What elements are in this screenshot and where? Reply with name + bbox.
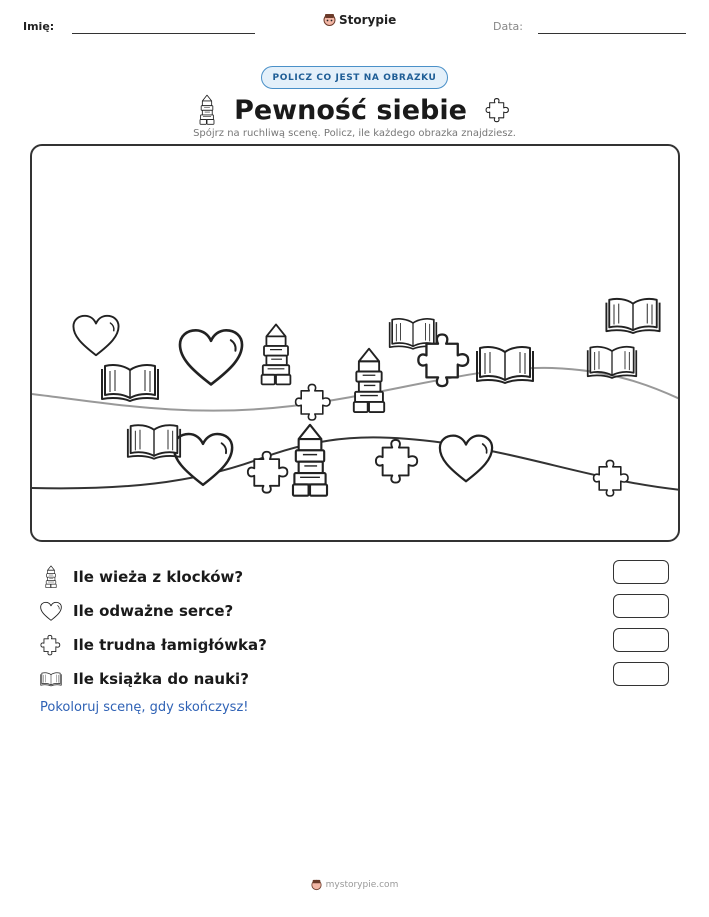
- answer-box[interactable]: [613, 662, 669, 686]
- book-item: [606, 299, 659, 333]
- book-item: [102, 365, 158, 401]
- tower-icon: [40, 565, 62, 589]
- answer-box[interactable]: [613, 560, 669, 584]
- busy-scene: [30, 144, 680, 542]
- heart-item: [73, 316, 118, 355]
- question-row: [40, 594, 680, 628]
- question-row: [40, 628, 680, 662]
- heart-item: [180, 330, 242, 384]
- question-row: [40, 662, 680, 696]
- question-text: Ile trudna łamigłówka?: [73, 636, 267, 654]
- activity-badge: POLICZ CO JEST NA OBRAZKU: [261, 66, 448, 89]
- date-line[interactable]: [538, 33, 686, 34]
- name-label: Imię:: [23, 20, 55, 33]
- question-row: [40, 560, 680, 594]
- puzzle-item: [376, 440, 417, 483]
- coloring-note: Pokoloruj scenę, gdy skończysz!: [40, 700, 249, 715]
- tower-item: [262, 324, 291, 384]
- book-icon: [40, 667, 62, 691]
- instructions: Spójrz na ruchliwą scenę. Policz, ile każdego obrazka znajdziesz.: [193, 128, 516, 139]
- storypie-mascot-icon: [323, 13, 336, 27]
- hill-line-front: [32, 437, 680, 490]
- book-item: [588, 347, 637, 378]
- question-text: Ile odważne serce?: [73, 602, 234, 620]
- heart-item: [174, 434, 232, 485]
- answer-box[interactable]: [613, 628, 669, 652]
- puzzle-icon: [485, 96, 511, 124]
- question-text: Ile książka do nauki?: [73, 670, 249, 688]
- tower-item: [354, 349, 384, 412]
- question-text: Ile wieża z klocków?: [73, 568, 244, 586]
- date-label: Data:: [493, 20, 523, 33]
- heart-item: [440, 436, 492, 482]
- tower-item: [293, 425, 327, 496]
- book-item: [128, 425, 180, 459]
- puzzle-item: [296, 384, 330, 420]
- storypie-mascot-icon: [311, 879, 322, 891]
- question-list: [40, 560, 680, 696]
- puzzle-icon: [40, 633, 62, 657]
- name-line[interactable]: [72, 33, 255, 34]
- footer: [0, 879, 709, 891]
- page-title: Pewność siebie: [234, 94, 467, 126]
- puzzle-item: [248, 452, 288, 493]
- answer-box[interactable]: [613, 594, 669, 618]
- tower-icon: [198, 94, 216, 126]
- brand-name: Storypie: [339, 13, 397, 27]
- footer-url[interactable]: mystorypie.com: [325, 880, 399, 890]
- heart-icon: [40, 599, 62, 623]
- title-row: [0, 92, 709, 128]
- puzzle-item: [594, 460, 628, 496]
- book-item: [477, 347, 533, 383]
- brand-logo: [323, 13, 396, 27]
